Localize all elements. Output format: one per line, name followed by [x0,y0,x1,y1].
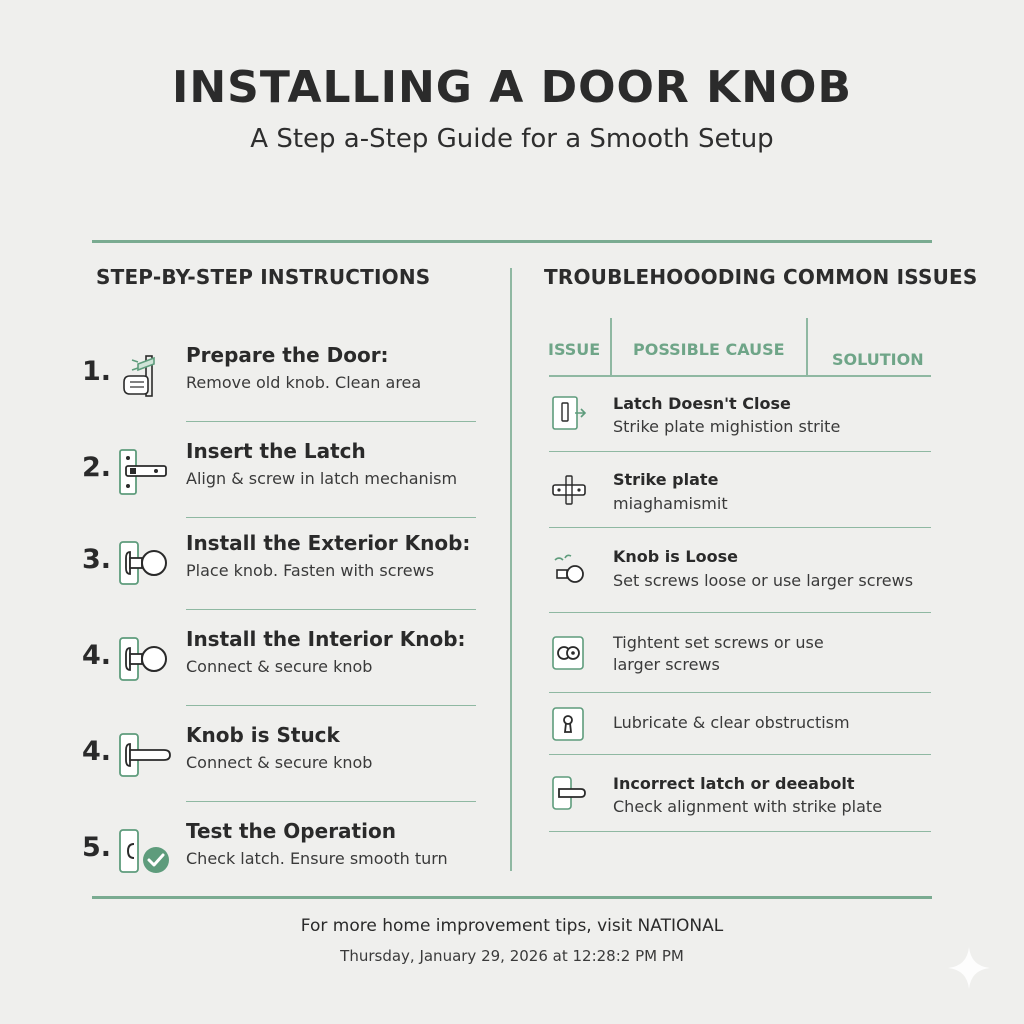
exterior-knob-icon [116,534,174,590]
bottom-divider [92,896,932,899]
issue-description: Lubricate & clear obstructism [613,713,850,732]
step-item [82,710,476,802]
step-number: 1. [82,356,112,387]
step-description: Remove old knob. Clean area [186,373,422,392]
step-separator [186,705,476,706]
step-title: Prepare the Door: [186,343,389,367]
table-row [549,693,931,755]
issue-title: Latch Doesn't Close [613,394,791,413]
knob-check-icon [116,822,174,878]
footer-tip: For more home improvement tips, visit NATIONAL [300,916,724,936]
step-number: 5. [82,832,112,863]
table-row [549,613,931,693]
issue-description-line2: larger screws [613,655,720,674]
table-row [549,377,931,452]
step-title: Install the Exterior Knob: [186,531,471,555]
step-description: Place knob. Fasten with screws [186,561,435,580]
step-number: 4. [82,640,112,671]
column-header-issue: ISSUE [548,340,601,359]
issue-title: Strike plate [613,470,719,489]
latch-arrow-icon [551,395,587,431]
hand-screwdriver-icon [116,346,174,402]
troubleshooting-heading: TROUBLEHOOODING COMMON ISSUES [544,265,978,289]
row-separator [549,831,931,832]
step-number: 3. [82,544,112,575]
step-number: 4. [82,736,112,767]
issue-description: miaghamismit [613,494,728,513]
keyhole-icon [551,706,587,742]
step-title: Knob is Stuck [186,723,340,747]
page-subtitle: A Step a-Step Guide for a Smooth Setup [250,124,774,154]
column-header-solution: SOLUTION [832,350,924,369]
issue-description: Check alignment with strike plate [613,797,883,816]
step-number: 2. [82,452,112,483]
sparkle-icon [946,945,992,991]
issue-description: Set screws loose or use larger screws [613,571,914,590]
header-column-divider [806,318,808,376]
issue-description: Strike plate mighistion strite [613,417,841,436]
steps-heading: STEP-BY-STEP INSTRUCTIONS [96,265,431,289]
table-row [549,528,931,613]
column-header-possible-cause: POSSIBLE CAUSE [633,340,785,359]
step-separator [186,421,476,422]
page-title: INSTALLING A DOOR KNOB [171,62,852,113]
step-description: Connect & secure knob [186,753,373,772]
lever-handle-icon [116,726,174,782]
table-row [549,452,931,528]
step-title: Test the Operation [186,819,396,843]
step-title: Install the Interior Knob: [186,627,466,651]
step-description: Check latch. Ensure smooth turn [186,849,448,868]
issue-title: Knob is Loose [613,547,738,566]
issue-description: Tightent set screws or use [613,633,824,652]
loose-knob-icon [551,552,587,588]
strike-plate-icon [551,472,587,508]
step-item [82,518,476,610]
lever-icon [551,775,587,811]
step-item [82,614,476,706]
step-description: Align & screw in latch mechanism [186,469,458,488]
set-screw-icon [551,635,587,671]
interior-knob-icon [116,630,174,686]
step-description: Connect & secure knob [186,657,373,676]
step-item [82,330,476,422]
column-divider [510,268,512,871]
header-column-divider [610,318,612,376]
step-item [82,426,476,518]
top-divider [92,240,932,243]
step-item [82,806,476,886]
issue-title: Incorrect latch or deeabolt [613,774,855,793]
table-row [549,755,931,832]
latch-icon [116,442,174,498]
footer-timestamp: Thursday, January 29, 2026 at 12:28:2 PM PM [340,947,684,965]
step-separator [186,609,476,610]
step-separator [186,801,476,802]
step-title: Insert the Latch [186,439,366,463]
